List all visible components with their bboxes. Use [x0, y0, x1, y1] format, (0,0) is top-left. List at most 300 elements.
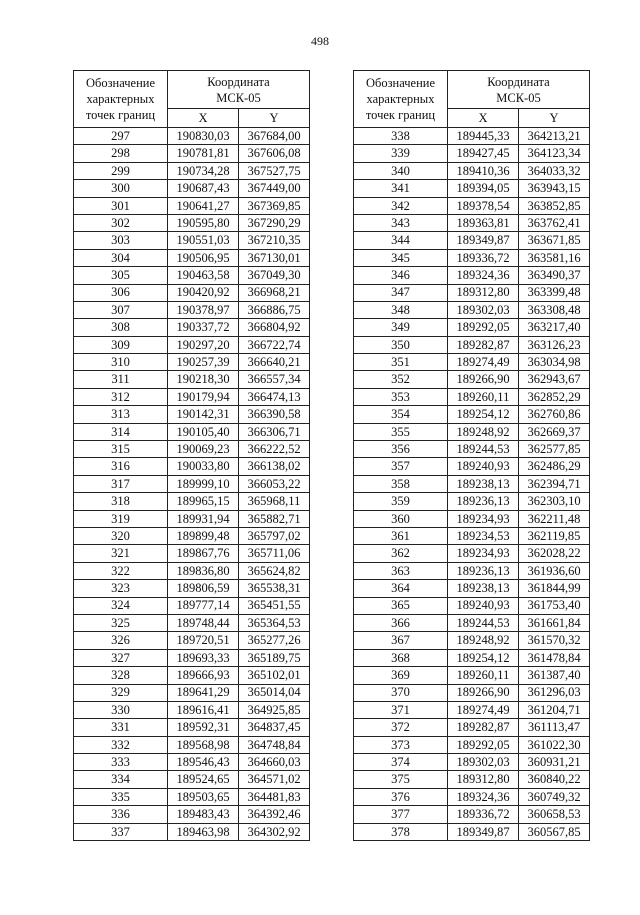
table-row	[354, 527, 590, 544]
point-number-cell: 373	[354, 736, 448, 753]
x-coordinate-cell: 189641,29	[168, 684, 239, 701]
table-row	[74, 371, 310, 388]
table-row	[354, 458, 590, 475]
y-coordinate-cell: 362852,29	[519, 388, 590, 405]
table-row	[74, 510, 310, 527]
x-coordinate-cell: 189616,41	[168, 701, 239, 718]
y-coordinate-cell: 364392,46	[239, 806, 310, 823]
table-row	[74, 649, 310, 666]
point-number-cell: 346	[354, 267, 448, 284]
x-coordinate-cell: 189248,92	[448, 423, 519, 440]
y-coordinate-cell: 366053,22	[239, 475, 310, 492]
table-row	[354, 197, 590, 214]
header-point-label	[74, 71, 168, 128]
x-coordinate-cell: 190142,31	[168, 406, 239, 423]
x-coordinate-cell: 189748,44	[168, 614, 239, 631]
table-row	[74, 788, 310, 805]
table-row	[74, 580, 310, 597]
point-number-cell: 333	[74, 754, 168, 771]
x-coordinate-cell: 189238,13	[448, 475, 519, 492]
table-row	[354, 423, 590, 440]
table-row	[354, 371, 590, 388]
coordinates-table-right	[353, 70, 590, 841]
point-number-cell: 338	[354, 128, 448, 145]
y-coordinate-cell: 363034,98	[519, 354, 590, 371]
header-x: X	[448, 109, 519, 128]
table-row	[74, 319, 310, 336]
right-table-body	[354, 128, 590, 841]
x-coordinate-cell: 189720,51	[168, 632, 239, 649]
table-row	[74, 354, 310, 371]
y-coordinate-cell: 362577,85	[519, 441, 590, 458]
x-coordinate-cell: 189363,81	[448, 214, 519, 231]
table-row	[74, 527, 310, 544]
y-coordinate-cell: 361844,99	[519, 580, 590, 597]
x-coordinate-cell: 190551,03	[168, 232, 239, 249]
table-row	[354, 249, 590, 266]
point-number-cell: 307	[74, 301, 168, 318]
y-coordinate-cell: 366306,71	[239, 423, 310, 440]
x-coordinate-cell: 189302,03	[448, 754, 519, 771]
table-row	[74, 336, 310, 353]
table-row	[74, 249, 310, 266]
y-coordinate-cell: 360931,21	[519, 754, 590, 771]
header-point-label	[354, 71, 448, 128]
y-coordinate-cell: 365882,71	[239, 510, 310, 527]
table-row	[354, 545, 590, 562]
header-coord-line2: МСК-05	[216, 90, 261, 105]
point-number-cell: 322	[74, 562, 168, 579]
y-coordinate-cell: 361570,32	[519, 632, 590, 649]
x-coordinate-cell: 189867,76	[168, 545, 239, 562]
x-coordinate-cell: 189666,93	[168, 667, 239, 684]
y-coordinate-cell: 362669,37	[519, 423, 590, 440]
table-row	[354, 754, 590, 771]
x-coordinate-cell: 189260,11	[448, 667, 519, 684]
x-coordinate-cell: 190687,43	[168, 180, 239, 197]
x-coordinate-cell: 189999,10	[168, 475, 239, 492]
point-number-cell: 335	[74, 788, 168, 805]
x-coordinate-cell: 190781,81	[168, 145, 239, 162]
table-row	[354, 406, 590, 423]
y-coordinate-cell: 366138,02	[239, 458, 310, 475]
y-coordinate-cell: 366474,13	[239, 388, 310, 405]
table-row	[354, 736, 590, 753]
x-coordinate-cell: 190257,39	[168, 354, 239, 371]
table-row	[354, 354, 590, 371]
table-row	[354, 319, 590, 336]
y-coordinate-cell: 362211,48	[519, 510, 590, 527]
point-number-cell: 332	[74, 736, 168, 753]
x-coordinate-cell: 189806,59	[168, 580, 239, 597]
point-number-cell: 340	[354, 162, 448, 179]
y-coordinate-cell: 363852,85	[519, 197, 590, 214]
x-coordinate-cell: 189282,87	[448, 336, 519, 353]
x-coordinate-cell: 189463,98	[168, 823, 239, 840]
point-number-cell: 318	[74, 493, 168, 510]
point-number-cell: 299	[74, 162, 168, 179]
x-coordinate-cell: 189254,12	[448, 649, 519, 666]
x-coordinate-cell: 190378,97	[168, 301, 239, 318]
point-number-cell: 349	[354, 319, 448, 336]
y-coordinate-cell: 367130,01	[239, 249, 310, 266]
x-coordinate-cell: 190337,72	[168, 319, 239, 336]
point-number-cell: 330	[74, 701, 168, 718]
y-coordinate-cell: 361478,84	[519, 649, 590, 666]
table-row	[354, 162, 590, 179]
y-coordinate-cell: 364837,45	[239, 719, 310, 736]
y-coordinate-cell: 366722,74	[239, 336, 310, 353]
point-number-cell: 310	[74, 354, 168, 371]
x-coordinate-cell: 190218,30	[168, 371, 239, 388]
table-row	[74, 441, 310, 458]
x-coordinate-cell: 189483,43	[168, 806, 239, 823]
y-coordinate-cell: 363399,48	[519, 284, 590, 301]
point-number-cell: 366	[354, 614, 448, 631]
x-coordinate-cell: 189274,49	[448, 701, 519, 718]
y-coordinate-cell: 367606,08	[239, 145, 310, 162]
table-row	[74, 667, 310, 684]
table-row	[354, 806, 590, 823]
y-coordinate-cell: 360658,53	[519, 806, 590, 823]
point-number-cell: 369	[354, 667, 448, 684]
point-number-cell: 347	[354, 284, 448, 301]
point-number-cell: 305	[74, 267, 168, 284]
y-coordinate-cell: 366886,75	[239, 301, 310, 318]
table-row	[354, 719, 590, 736]
header-coord-line1: Координата	[207, 74, 270, 89]
table-row	[74, 736, 310, 753]
x-coordinate-cell: 189312,80	[448, 771, 519, 788]
y-coordinate-cell: 363217,40	[519, 319, 590, 336]
y-coordinate-cell: 364481,83	[239, 788, 310, 805]
x-coordinate-cell: 189899,48	[168, 527, 239, 544]
point-number-cell: 371	[354, 701, 448, 718]
point-number-cell: 327	[74, 649, 168, 666]
y-coordinate-cell: 362394,71	[519, 475, 590, 492]
point-number-cell: 363	[354, 562, 448, 579]
y-coordinate-cell: 361113,47	[519, 719, 590, 736]
point-number-cell: 355	[354, 423, 448, 440]
x-coordinate-cell: 189349,87	[448, 823, 519, 840]
x-coordinate-cell: 189394,05	[448, 180, 519, 197]
point-number-cell: 308	[74, 319, 168, 336]
table-row	[354, 441, 590, 458]
y-coordinate-cell: 367290,29	[239, 214, 310, 231]
point-number-cell: 372	[354, 719, 448, 736]
table-row	[354, 667, 590, 684]
point-number-cell: 334	[74, 771, 168, 788]
x-coordinate-cell: 189965,15	[168, 493, 239, 510]
point-number-cell: 304	[74, 249, 168, 266]
table-row	[74, 458, 310, 475]
x-coordinate-cell: 189503,65	[168, 788, 239, 805]
table-row	[74, 128, 310, 145]
point-number-cell: 351	[354, 354, 448, 371]
x-coordinate-cell: 189292,05	[448, 736, 519, 753]
point-number-cell: 323	[74, 580, 168, 597]
point-number-cell: 375	[354, 771, 448, 788]
x-coordinate-cell: 189777,14	[168, 597, 239, 614]
y-coordinate-cell: 362486,29	[519, 458, 590, 475]
x-coordinate-cell: 190734,28	[168, 162, 239, 179]
table-row	[354, 475, 590, 492]
x-coordinate-cell: 189260,11	[448, 388, 519, 405]
y-coordinate-cell: 362943,67	[519, 371, 590, 388]
page-number: 498	[311, 34, 329, 48]
y-coordinate-cell: 367210,35	[239, 232, 310, 249]
x-coordinate-cell: 190179,94	[168, 388, 239, 405]
point-number-cell: 298	[74, 145, 168, 162]
y-coordinate-cell: 362028,22	[519, 545, 590, 562]
y-coordinate-cell: 362760,86	[519, 406, 590, 423]
table-row	[74, 823, 310, 840]
point-number-cell: 315	[74, 441, 168, 458]
table-row	[354, 597, 590, 614]
x-coordinate-cell: 190830,03	[168, 128, 239, 145]
point-number-cell: 306	[74, 284, 168, 301]
header-label-line1: Обозначение	[85, 76, 156, 90]
table-row	[74, 423, 310, 440]
x-coordinate-cell: 189693,33	[168, 649, 239, 666]
x-coordinate-cell: 189266,90	[448, 371, 519, 388]
x-coordinate-cell: 190506,95	[168, 249, 239, 266]
table-row	[74, 545, 310, 562]
point-number-cell: 359	[354, 493, 448, 510]
y-coordinate-cell: 366557,34	[239, 371, 310, 388]
y-coordinate-cell: 363308,48	[519, 301, 590, 318]
x-coordinate-cell: 189349,87	[448, 232, 519, 249]
table-row	[354, 632, 590, 649]
y-coordinate-cell: 363943,15	[519, 180, 590, 197]
y-coordinate-cell: 365277,26	[239, 632, 310, 649]
table-row	[354, 493, 590, 510]
point-number-cell: 376	[354, 788, 448, 805]
y-coordinate-cell: 361753,40	[519, 597, 590, 614]
table-row	[354, 388, 590, 405]
table-row	[354, 562, 590, 579]
y-coordinate-cell: 361661,84	[519, 614, 590, 631]
y-coordinate-cell: 361387,40	[519, 667, 590, 684]
point-number-cell: 364	[354, 580, 448, 597]
point-number-cell: 319	[74, 510, 168, 527]
y-coordinate-cell: 365189,75	[239, 649, 310, 666]
y-coordinate-cell: 365538,31	[239, 580, 310, 597]
header-label-line1: Обозначение	[365, 76, 436, 90]
y-coordinate-cell: 361936,60	[519, 562, 590, 579]
header-coordinate	[448, 71, 590, 109]
x-coordinate-cell: 189244,53	[448, 614, 519, 631]
table-row	[354, 701, 590, 718]
point-number-cell: 339	[354, 145, 448, 162]
point-number-cell: 353	[354, 388, 448, 405]
x-coordinate-cell: 189292,05	[448, 319, 519, 336]
point-number-cell: 341	[354, 180, 448, 197]
point-number-cell: 367	[354, 632, 448, 649]
y-coordinate-cell: 364571,02	[239, 771, 310, 788]
x-coordinate-cell: 189410,36	[448, 162, 519, 179]
point-number-cell: 352	[354, 371, 448, 388]
x-coordinate-cell: 189836,80	[168, 562, 239, 579]
header-y: Y	[239, 109, 310, 128]
point-number-cell: 368	[354, 649, 448, 666]
x-coordinate-cell: 189240,93	[448, 597, 519, 614]
y-coordinate-cell: 363671,85	[519, 232, 590, 249]
point-number-cell: 331	[74, 719, 168, 736]
table-row	[354, 336, 590, 353]
header-label-line2: характерных	[86, 92, 155, 106]
x-coordinate-cell: 189236,13	[448, 493, 519, 510]
point-number-cell: 301	[74, 197, 168, 214]
x-coordinate-cell: 190105,40	[168, 423, 239, 440]
y-coordinate-cell: 365451,55	[239, 597, 310, 614]
y-coordinate-cell: 366222,52	[239, 441, 310, 458]
x-coordinate-cell: 189274,49	[448, 354, 519, 371]
table-row	[74, 806, 310, 823]
point-number-cell: 362	[354, 545, 448, 562]
y-coordinate-cell: 367684,00	[239, 128, 310, 145]
y-coordinate-cell: 360749,32	[519, 788, 590, 805]
table-row	[74, 701, 310, 718]
table-row	[354, 128, 590, 145]
table-row	[74, 284, 310, 301]
table-row	[74, 597, 310, 614]
point-number-cell: 325	[74, 614, 168, 631]
point-number-cell: 357	[354, 458, 448, 475]
y-coordinate-cell: 367449,00	[239, 180, 310, 197]
table-row	[354, 771, 590, 788]
point-number-cell: 360	[354, 510, 448, 527]
x-coordinate-cell: 190069,23	[168, 441, 239, 458]
y-coordinate-cell: 364302,92	[239, 823, 310, 840]
x-coordinate-cell: 189445,33	[448, 128, 519, 145]
table-row	[354, 232, 590, 249]
y-coordinate-cell: 363490,37	[519, 267, 590, 284]
point-number-cell: 324	[74, 597, 168, 614]
y-coordinate-cell: 364660,03	[239, 754, 310, 771]
x-coordinate-cell: 189244,53	[448, 441, 519, 458]
table-row	[74, 562, 310, 579]
point-number-cell: 350	[354, 336, 448, 353]
table-row	[74, 301, 310, 318]
x-coordinate-cell: 189336,72	[448, 249, 519, 266]
y-coordinate-cell: 365968,11	[239, 493, 310, 510]
x-coordinate-cell: 189324,36	[448, 788, 519, 805]
table-row	[74, 197, 310, 214]
header-y: Y	[519, 109, 590, 128]
table-row	[354, 180, 590, 197]
point-number-cell: 326	[74, 632, 168, 649]
table-row	[74, 388, 310, 405]
y-coordinate-cell: 363126,23	[519, 336, 590, 353]
x-coordinate-cell: 189282,87	[448, 719, 519, 736]
x-coordinate-cell: 190033,80	[168, 458, 239, 475]
point-number-cell: 321	[74, 545, 168, 562]
point-number-cell: 345	[354, 249, 448, 266]
point-number-cell: 361	[354, 527, 448, 544]
table-row	[74, 684, 310, 701]
x-coordinate-cell: 189254,12	[448, 406, 519, 423]
table-row	[74, 214, 310, 231]
x-coordinate-cell: 189378,54	[448, 197, 519, 214]
x-coordinate-cell: 189234,93	[448, 510, 519, 527]
x-coordinate-cell: 189546,43	[168, 754, 239, 771]
table-row	[74, 162, 310, 179]
x-coordinate-cell: 189248,92	[448, 632, 519, 649]
header-label-line3: точек границ	[85, 108, 156, 122]
y-coordinate-cell: 366640,21	[239, 354, 310, 371]
x-coordinate-cell: 189234,93	[448, 545, 519, 562]
y-coordinate-cell: 361296,03	[519, 684, 590, 701]
table-row	[74, 232, 310, 249]
point-number-cell: 336	[74, 806, 168, 823]
header-coordinate	[168, 71, 310, 109]
x-coordinate-cell: 189312,80	[448, 284, 519, 301]
x-coordinate-cell: 189524,65	[168, 771, 239, 788]
x-coordinate-cell: 190641,27	[168, 197, 239, 214]
table-row	[74, 754, 310, 771]
y-coordinate-cell: 367369,85	[239, 197, 310, 214]
y-coordinate-cell: 365014,04	[239, 684, 310, 701]
point-number-cell: 297	[74, 128, 168, 145]
table-row	[74, 493, 310, 510]
y-coordinate-cell: 364213,21	[519, 128, 590, 145]
y-coordinate-cell: 365797,02	[239, 527, 310, 544]
x-coordinate-cell: 190463,58	[168, 267, 239, 284]
x-coordinate-cell: 189240,93	[448, 458, 519, 475]
coordinates-table-left	[73, 70, 310, 841]
x-coordinate-cell: 189592,31	[168, 719, 239, 736]
table-row	[74, 475, 310, 492]
point-number-cell: 337	[74, 823, 168, 840]
y-coordinate-cell: 360840,22	[519, 771, 590, 788]
point-number-cell: 378	[354, 823, 448, 840]
x-coordinate-cell: 189238,13	[448, 580, 519, 597]
point-number-cell: 320	[74, 527, 168, 544]
header-label-line2: характерных	[366, 92, 435, 106]
point-number-cell: 354	[354, 406, 448, 423]
table-row	[74, 145, 310, 162]
table-row	[354, 145, 590, 162]
table-row	[354, 684, 590, 701]
point-number-cell: 344	[354, 232, 448, 249]
point-number-cell: 312	[74, 388, 168, 405]
x-coordinate-cell: 189234,53	[448, 527, 519, 544]
y-coordinate-cell: 364925,85	[239, 701, 310, 718]
point-number-cell: 343	[354, 214, 448, 231]
y-coordinate-cell: 366390,58	[239, 406, 310, 423]
y-coordinate-cell: 362303,10	[519, 493, 590, 510]
header-coord-line1: Координата	[487, 74, 550, 89]
point-number-cell: 317	[74, 475, 168, 492]
point-number-cell: 377	[354, 806, 448, 823]
table-row	[354, 214, 590, 231]
x-coordinate-cell: 189427,45	[448, 145, 519, 162]
point-number-cell: 316	[74, 458, 168, 475]
table-row	[354, 284, 590, 301]
point-number-cell: 358	[354, 475, 448, 492]
point-number-cell: 314	[74, 423, 168, 440]
header-x: X	[168, 109, 239, 128]
table-row	[354, 788, 590, 805]
table-row	[354, 510, 590, 527]
y-coordinate-cell: 365711,06	[239, 545, 310, 562]
table-row	[354, 301, 590, 318]
x-coordinate-cell: 189324,36	[448, 267, 519, 284]
point-number-cell: 365	[354, 597, 448, 614]
point-number-cell: 302	[74, 214, 168, 231]
table-row	[354, 649, 590, 666]
